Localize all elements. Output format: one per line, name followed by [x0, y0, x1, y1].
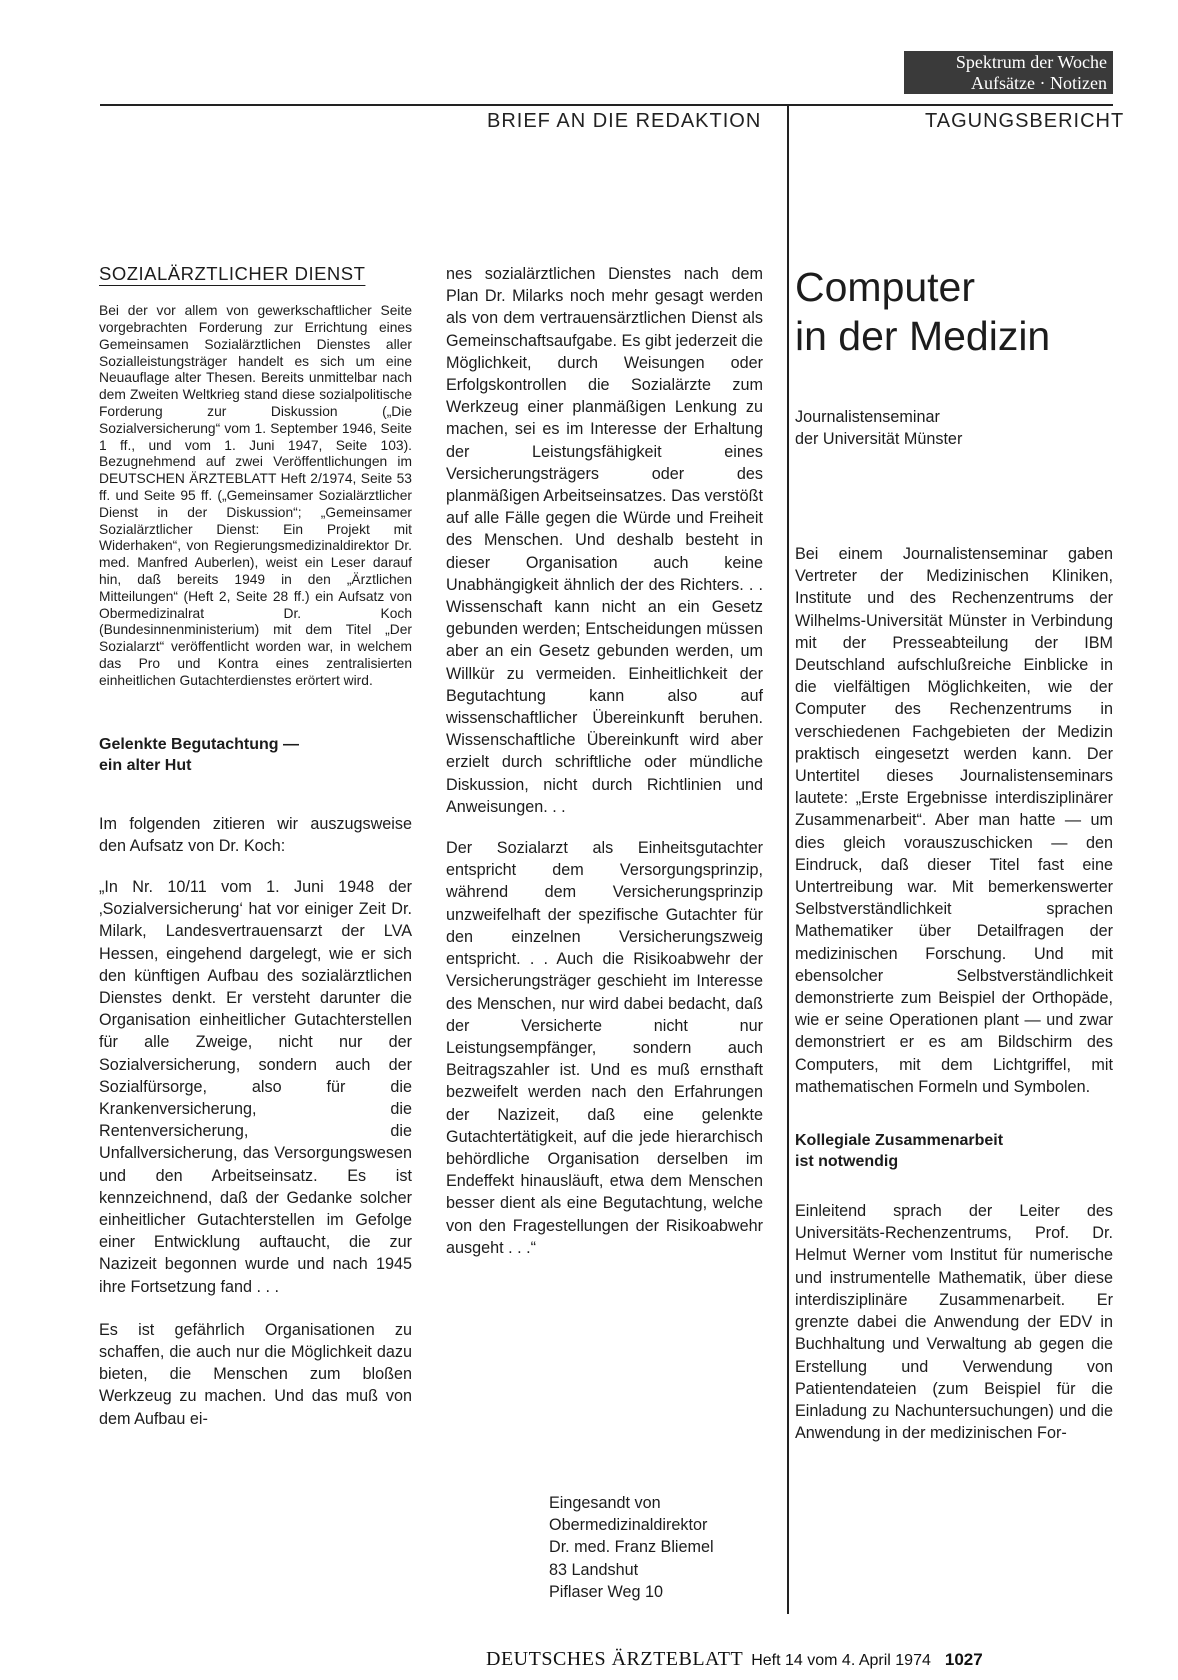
letter-intro: Bei der vor allem von gewerkschaftlicher Seite vorgebrachten Forderung zur Errichtung eines Gemeinsamen Sozialärztlichen Dienstes aller Sozialleistungsträger handelt es sich um eine Neuauflage alter Thesen. Bereits unmittelbar nach dem Zweiten Weltkrieg stand diese sozialpolitische Forderung zur Diskussion („Die Sozialversicherung“ vom 1. September 1946, Seite 1 ff., und vom 1. Juni 1947, Seite 103). Bezugnehmend auf zwei Veröffentlichungen im DEUTSCHEN ÄRZTEBLATT Heft 2/1974, Seite 53 ff. und Seite 95 ff. („Gemeinsamer Sozialärztlicher Dienst in der Diskussion“; „Gemeinsamer Sozialärztlicher Dienst: Ein Projekt mit Widerhaken“, von Regierungsmedizinaldirektor Dr. med. Manfred Auberlen), weist ein Leser darauf hin, daß bereits 1949 in den „Ärztlichen Mitteilungen“ (Heft 2, Seite 28 ff.) ein Aufsatz von Obermedizinalrat Dr. Koch (Bundesinnenministerium) mit dem Titel „Der Sozialarzt“ veröffentlicht worden war, in welchem das Pro und Kontra eines zentralisierten einheitlichen Gutachterdienstes erörtert wird.	[99, 303, 412, 688]
report-subtitle-line-2: der Universität Münster	[795, 430, 963, 448]
signature-line: Dr. med. Franz Bliemel	[549, 1538, 714, 1557]
signature-line: 83 Landshut	[549, 1560, 639, 1579]
letter-column-1	[99, 263, 412, 1430]
report-subheading-line-2: ist notwendig	[795, 1153, 899, 1171]
signature-line: Piflaser Weg 10	[549, 1582, 663, 1601]
letter-subheading	[99, 734, 412, 776]
report-title-line-2: in der Medizin	[795, 313, 1051, 359]
report-subheading	[795, 1130, 1113, 1172]
letter-subheading-line-1: Gelenkte Begutachtung —	[99, 735, 300, 753]
letter-paragraph-3-start: Es ist gefährlich Organisationen zu schaffen, die auch nur die Möglichkeit dazu bieten, die Menschen zum bloßen Werkzeug zu machen. Und das muß von dem Aufbau ei-	[99, 1320, 412, 1428]
report-title	[795, 263, 1113, 361]
section-label-report: TAGUNGSBERICHT	[925, 110, 1125, 132]
signature-line: Eingesandt von	[549, 1494, 661, 1512]
badge-line-1: Spektrum der Woche	[955, 52, 1107, 72]
letter-paragraph-2: „In Nr. 10/11 vom 1. Juni 1948 der ‚Sozialversicherung‘ hat vor einiger Zeit Dr. Milark, Landesvertrauensarzt der LVA Hessen, eingehend dargelegt, wie er sich den künftigen Aufbau des sozialärztlichen Dienstes denkt. Er versteht darunter die Organisation einheitlicher Gutachterstellen für alle Zweige, nicht nur der Sozialversicherung, sondern auch der Sozialfürsorge, also für die Krankenversicherung, die Rentenversicherung, die Unfallversicherung, das Versorgungswesen und den Arbeitseinsatz. Es ist kennzeichnend, daß der Gedanke solcher einheitlicher Gutachterstellen im Gefolge einer Entwicklung auftaucht, die zur Nazizeit begonnen wurde und nach 1945 ihre Fortsetzung fand . . .	[99, 877, 412, 1296]
report-paragraph-2: Einleitend sprach der Leiter des Universitäts-Rechenzentrums, Prof. Dr. Helmut Werner vom Institut für numerische und instrumentelle Mathematik, über diese interdisziplinäre Zusammenarbeit. Er grenzte dabei die Anwendung der EDV in Buchhaltung und Verwaltung ab gegen die Erstellung und Verwendung von Patientendateien (zum Beispiel für die Einladung zu Nachuntersuchungen) und die Anwendung in der medizinischen For-	[795, 1202, 1113, 1443]
letter-paragraph-1: Im folgenden zitieren wir auszugsweise den Aufsatz von Dr. Koch:	[99, 814, 412, 855]
letter-rubric: SOZIALÄRZTLICHER DIENST	[99, 263, 366, 284]
report-column	[795, 263, 1113, 1444]
header-rule	[100, 104, 1113, 106]
report-paragraph-1: Bei einem Journalistenseminar gaben Vertreter der Medizinischen Kliniken, Institute und des Rechenzentrums der Wilhelms-Universität Münster in Verbindung mit der Presseabteilung der IBM Deutschland aufschlußreiche Einblicke in die vielfältigen Möglichkeiten, wie der Computer des Rechenzentrums in verschiedenen Fachgebieten der Medizin praktisch eingesetzt werden kann. Der Untertitel dieses Journalistenseminars lautete: „Erste Ergebnisse interdisziplinärer Zusammenarbeit“. Aber man hatte — um dies gleich vorauszuschicken — den Eindruck, daß dieser Titel fast eine Untertreibung war. Mit bemerkenswerter Selbstverständlichkeit sprachen Mathematiker über Detailfragen der medizinischen Forschung. Und mit ebensolcher Selbstverständlichkeit demonstrierte zum Beispiel der Orthopäde, wie er seine Operationen plant — und zwar demonstriert er es am Bildschirm des Computers, mit dem Lichtgriffel, mit mathematischen Formeln und Symbolen.	[795, 545, 1113, 1096]
report-subtitle-line-1: Journalistenseminar	[795, 408, 940, 426]
footer-issue: Heft 14 vom 4. April 1974	[751, 1652, 931, 1669]
report-title-line-1: Computer	[795, 264, 976, 310]
letter-paragraph-4: Der Sozialarzt als Einheitsgutachter entspricht dem Versorgungsprinzip, während dem Versicherungsprinzip unzweifelhaft der spezifische Gutachter für den einzelnen Versicherungszweig entspricht. . . Auch die Risikoabwehr der Versicherungsträger geschieht im Interesse des Menschen, nur wird dabei bedacht, daß der Versicherte nicht nur Leistungsempfänger, sondern auch Beitragszahler ist. Und es muß ernsthaft bezweifelt werden nach den Erfahrungen der Nazizeit, daß eine gelenkte Gutachtertätigkeit, auf die jede hierarchisch behördliche Organisation derselben im Endeffekt hinausläuft, etwa dem Menschen besser dient als eine Begutachtung, welche von den Fragestellungen der Risikoabwehr ausgeht . . .“	[446, 839, 763, 1257]
footer-publication: DEUTSCHES ÄRZTEBLATT	[486, 1648, 744, 1670]
letter-column-2	[446, 263, 763, 1259]
column-divider	[787, 104, 789, 1614]
letter-signature	[549, 1492, 779, 1603]
section-label-letter: BRIEF AN DIE REDAKTION	[487, 110, 762, 132]
signature-line: Obermedizinaldirektor	[549, 1516, 708, 1535]
page-footer	[486, 1648, 983, 1671]
report-subheading-line-1: Kollegiale Zusammenarbeit	[795, 1132, 1004, 1150]
letter-paragraph-3-end: nes sozialärztlichen Dienstes nach dem Plan Dr. Milarks noch mehr gesagt werden als von dem vertrauensärztlichen Dienst als Gemeinschaftsaufgabe. Es gibt jederzeit die Möglichkeit, durch Weisungen oder Erfolgskontrollen die Sozialärzte zum Werkzeug einer planmäßigen Lenkung zu machen, sei es im Interesse der Erhaltung der Leistungsfähigkeit eines Versicherungsträgers oder des planmäßigen Arbeitseinsatzes. Das verstößt auf alle Fälle gegen die Würde und Freiheit des Menschen. Und deshalb besteht in dieser Organisation auch keine Unabhängigkeit ähnlich der des Richters. . . Wissenschaft kann nicht an ein Gesetz gebunden werden; Entscheidungen müssen aber an ein Gesetz gebunden werden, um Willkür zu vermeiden. Einheitlichkeit der Begutachtung kann also auf wissenschaftlicher Übereinkunft beruhen. Wissenschaftliche Übereinkunft wird aber erzielt durch schriftliche oder mündliche Diskussion, nicht durch Richtlinien und Anweisungen. . .	[446, 265, 763, 816]
footer-page-number: 1027	[944, 1650, 983, 1669]
section-badge	[904, 51, 1113, 94]
badge-line-2: Aufsätze · Notizen	[971, 73, 1107, 93]
letter-subheading-line-2: ein alter Hut	[99, 756, 192, 774]
report-subtitle	[795, 406, 1113, 450]
